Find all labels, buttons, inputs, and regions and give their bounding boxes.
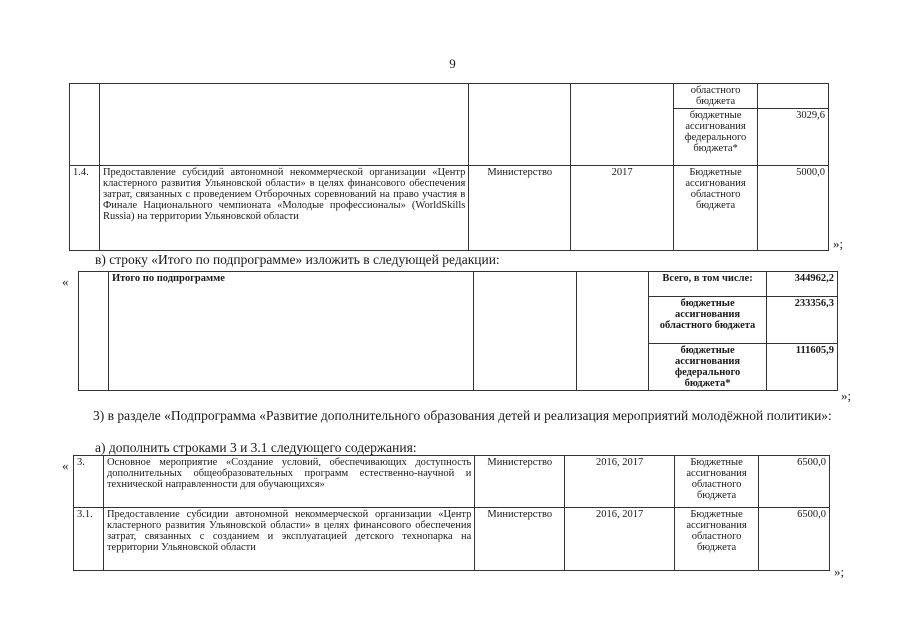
table-subprogram-rows (69, 83, 829, 251)
source-cell: бюджетные ассигнования областного бюджета (649, 297, 767, 344)
year-cell: 2017 (571, 166, 674, 251)
source-cell: Бюджетные ассигнования областного бюджета (674, 166, 758, 251)
closing-quote: »; (834, 564, 845, 579)
closing-quote: »; (841, 388, 852, 403)
source-cell: бюджетные ассигнования федерального бюджета* (649, 344, 767, 391)
row-description: Предоставление субсидий автономной некоммерческой организации «Центр кластерного развития Ульяновской области» в целях финансового обеспечения затрат, связанных с проведением Отборочных соревнований на право участия в Финале Национального чемпионата «Молодые профессионалы» (WorldSkills Russia) на территории Ульяновской области (99, 166, 468, 251)
total-title: Итого по подпрограмме (108, 272, 473, 391)
source-cell: Всего, в том числе: (649, 272, 767, 297)
section-3-paragraph: 3) в разделе «Подпрограмма «Развитие дополнительного образования детей и реализация мероприятий молодёжной политики»: (93, 408, 832, 423)
table-row (74, 456, 830, 508)
instruction-a: а) дополнить строками 3 и 3.1 следующего содержания: (95, 440, 417, 455)
table-row (74, 508, 830, 571)
opening-quote: « (62, 274, 69, 289)
ministry-cell: Министерство (475, 456, 565, 508)
page-number: 9 (449, 56, 456, 71)
table-row (70, 84, 829, 109)
row-number: 3.1. (74, 508, 104, 571)
row-number: 3. (74, 456, 104, 508)
table-subprogram-total (78, 271, 838, 391)
year-cell: 2016, 2017 (565, 456, 675, 508)
source-cell: Бюджетные ассигнования областного бюджета (675, 456, 759, 508)
row-description: Предоставление субсидии автономной некоммерческой организации «Центр кластерного развития Ульяновской области» в целях финансового обеспечения затрат, связанных с созданием и эксплуатацией детского технопарка на территории Ульяновской области (103, 508, 474, 571)
source-cell: Бюджетные ассигнования областного бюджета (675, 508, 759, 571)
table-row (79, 272, 838, 297)
instruction-v: в) строку «Итого по подпрограмме» изложить в следующей редакции: (95, 252, 500, 267)
table-row (70, 166, 829, 251)
amount-cell: 5000,0 (758, 166, 829, 251)
amount-cell: 111605,9 (767, 344, 838, 391)
amount-cell: 344962,2 (767, 272, 838, 297)
row-number: 1.4. (70, 166, 100, 251)
amount-cell: 233356,3 (767, 297, 838, 344)
ministry-cell: Министерство (475, 508, 565, 571)
source-cell: бюджетные ассигнования федерального бюджета* (674, 109, 758, 166)
amount-cell: 6500,0 (759, 456, 830, 508)
amount-cell: 6500,0 (759, 508, 830, 571)
year-cell: 2016, 2017 (565, 508, 675, 571)
amount-cell: 3029,6 (758, 109, 829, 166)
table-new-rows (73, 455, 830, 571)
ministry-cell: Министерство (469, 166, 571, 251)
source-cell: областного бюджета (674, 84, 758, 109)
row-description: Основное мероприятие «Создание условий, обеспечивающих доступность дополнительных общеобразовательных программ естественно-научной и технической направленности для обучающихся» (103, 456, 474, 508)
opening-quote: « (62, 458, 69, 473)
closing-quote: »; (833, 236, 844, 251)
